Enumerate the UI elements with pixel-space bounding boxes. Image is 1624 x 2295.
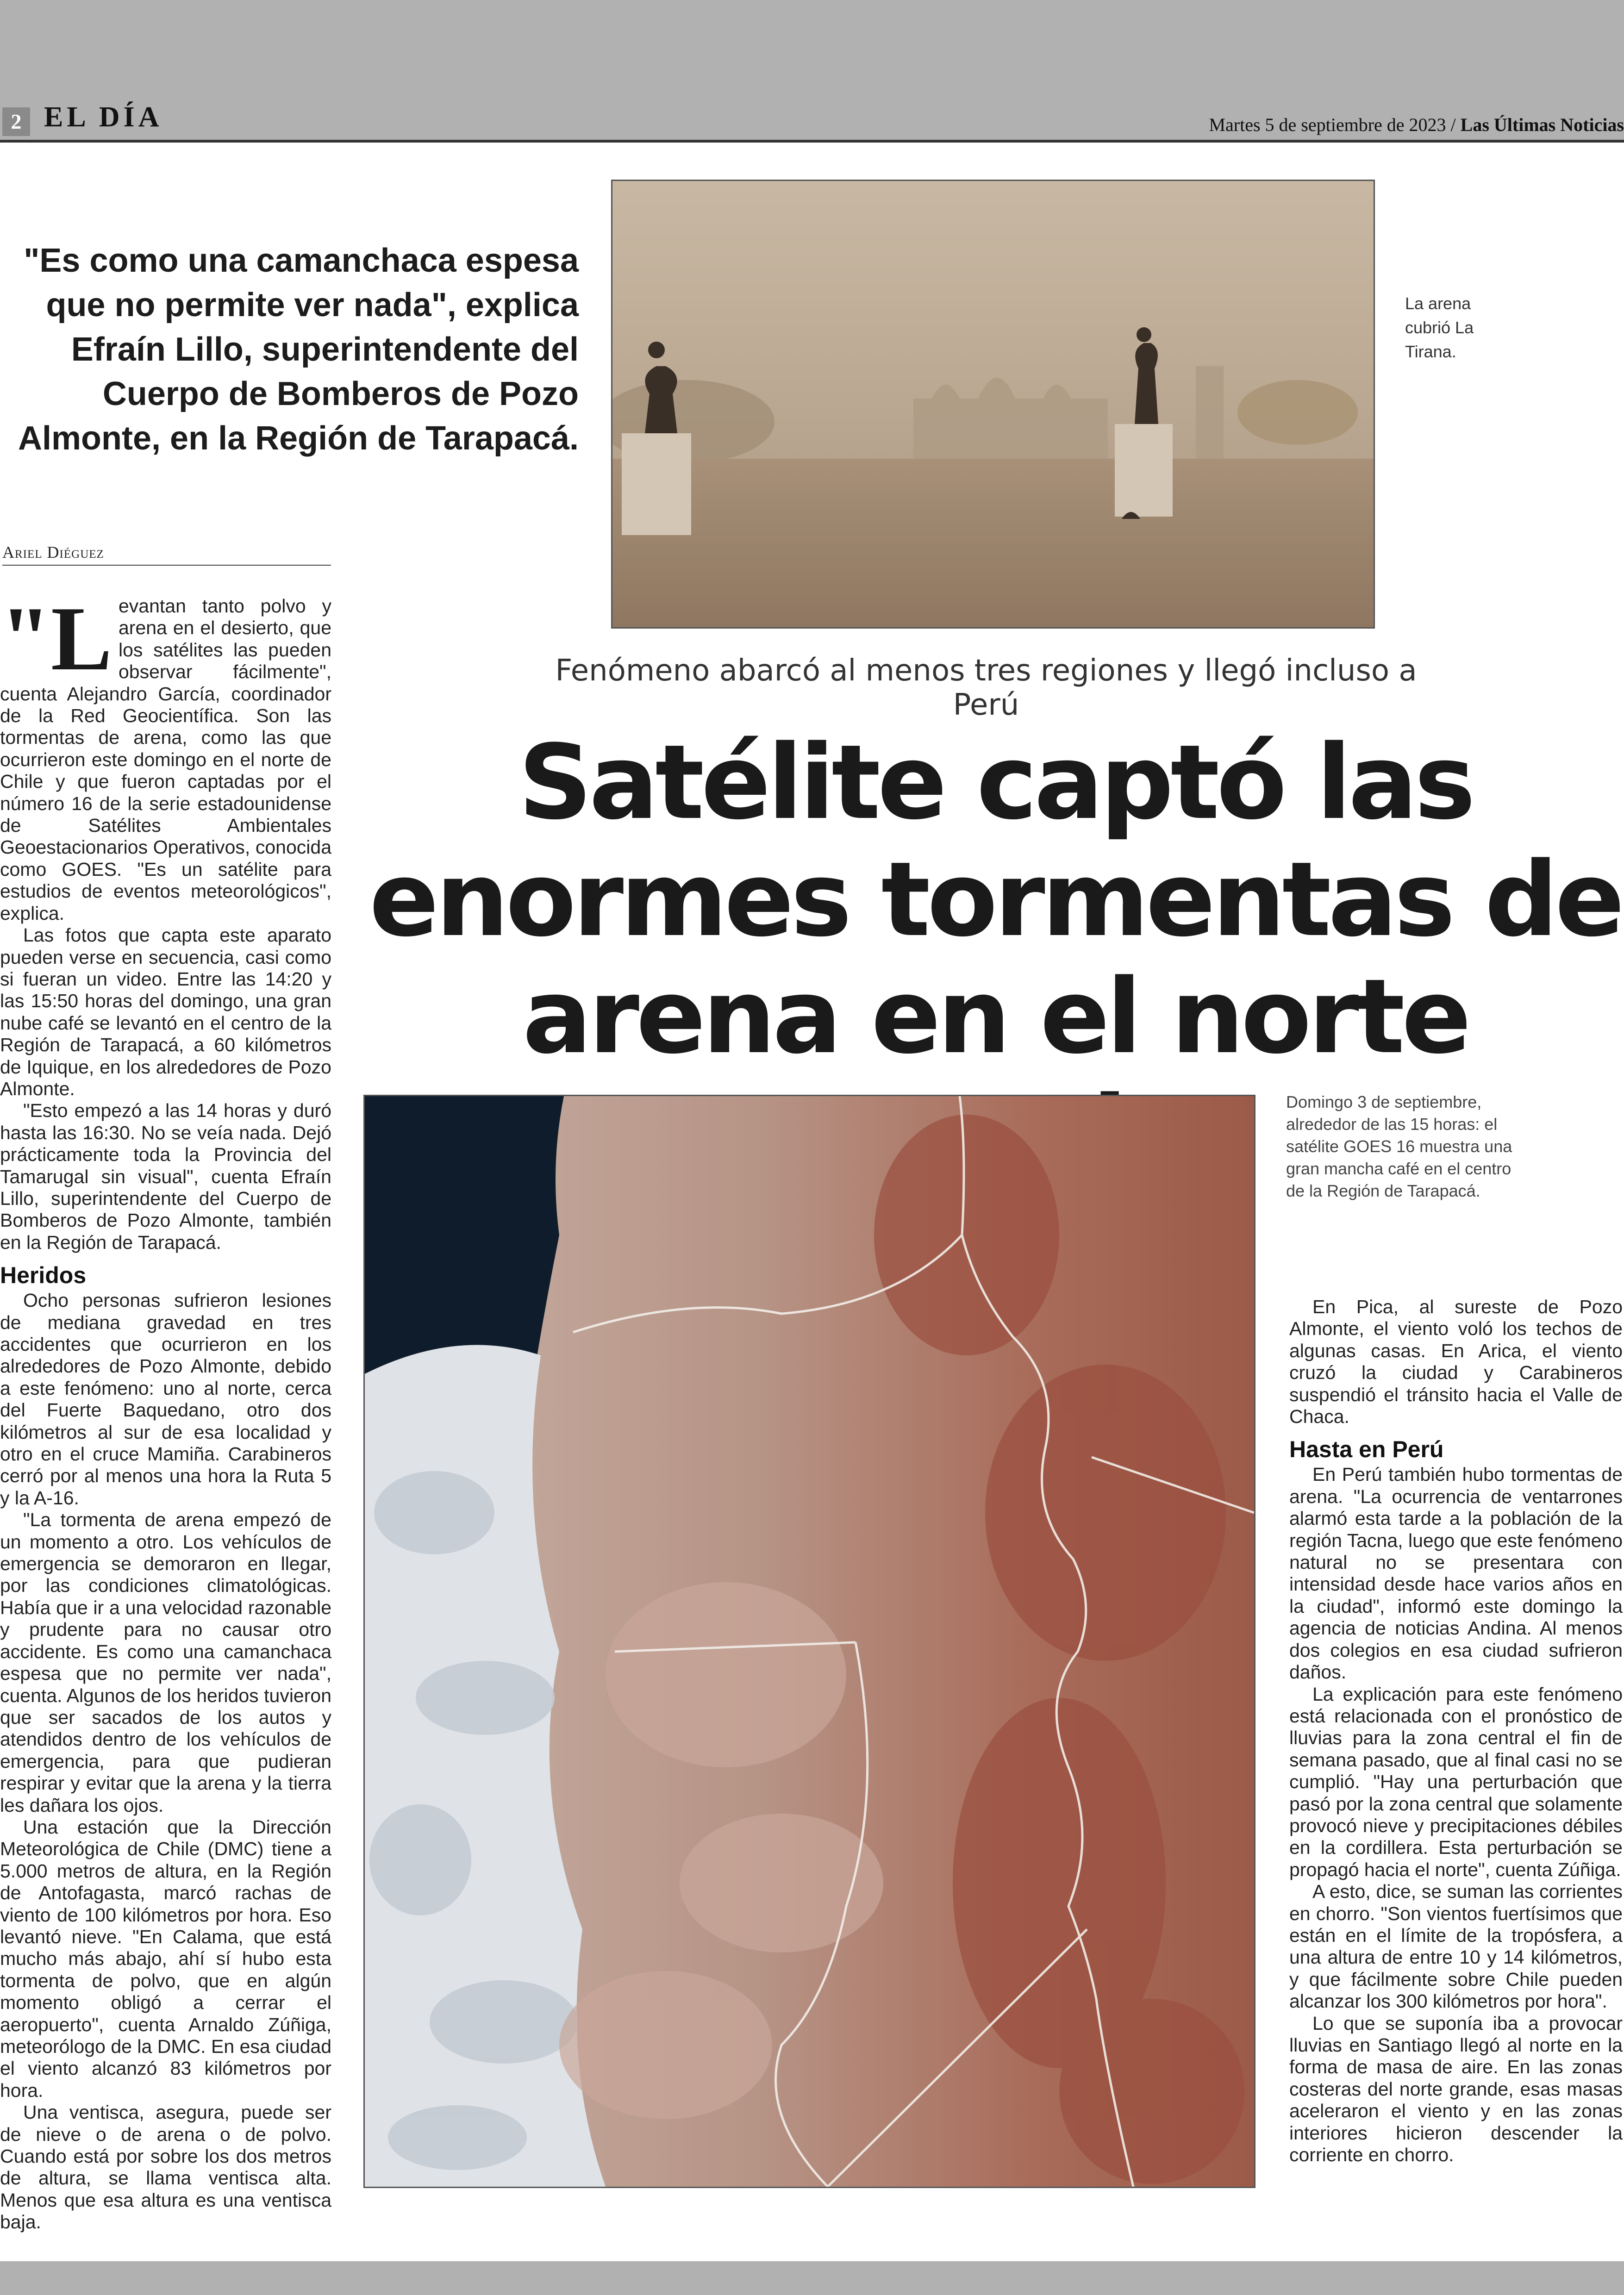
pull-quote: "Es como una camanchaca espesa que no permite ver nada", explica Efraín Lillo, superintendente del Cuerpo de Bomberos de Pozo Almonte, en la Región de Tarapacá. bbox=[18, 242, 579, 457]
article-paragraph: "Esto empezó a las 14 horas y duró hasta las 16:30. No se veía nada. Dejó prácticamente toda la Provincia del Tamarugal sin visual", cuenta Efraín Lillo, superintendente del Cuerpo de Bomberos de Pozo Almonte, también en la Región de Tarapacá. bbox=[0, 1100, 331, 1253]
page-number: 2 bbox=[2, 107, 30, 136]
satellite-map-image bbox=[365, 1096, 1254, 2187]
article-paragraph: En Pica, al sureste de Pozo Almonte, el viento voló los techos de algunas casas. En Arica, el viento cruzó la ciudad y Carabineros suspendió el tránsito hacia el Valle de Chaca. bbox=[1289, 1296, 1623, 1428]
article-paragraph: En Perú también hubo tormentas de arena. "La ocurrencia de ventarrones alarmó esta tarde a la población de la región Tacna, luego que este fenómeno natural no se presentara con intensidad desde hace varios años en la ciudad", informó este domingo la agencia de noticias Andina. Al menos dos colegios en esa ciudad sufrieron daños. bbox=[1289, 1464, 1623, 1683]
satellite-image bbox=[363, 1095, 1255, 2188]
dateline bbox=[1209, 114, 1624, 136]
photo2-caption: Domingo 3 de septiembre, alrededor de las 15 horas: el satélite GOES 16 muestra una gran mancha café en el centro de la Región de Tarapacá. bbox=[1286, 1092, 1512, 1200]
drop-cap: "L bbox=[0, 588, 112, 689]
deck-subtitle: Fenómeno abarcó al menos tres regiones y llegó incluso a Perú bbox=[555, 654, 1417, 722]
dateline-separator: / bbox=[1450, 114, 1456, 135]
headline: Satélite captó las enormes tormentas de arena en el norte bbox=[369, 723, 1622, 1077]
article-right-column bbox=[1289, 1296, 1623, 2166]
article-paragraph: Una ventisca, asegura, puede ser de nieve o de arena o de polvo. Cuando está por sobre los dos metros de altura, se llama ventisca alta. Menos que esa altura es una ventisca baja. bbox=[0, 2102, 331, 2233]
bottom-margin-band bbox=[0, 2261, 1624, 2295]
sandstorm-plaza-image bbox=[612, 181, 1374, 627]
subheading-heridos: Heridos bbox=[0, 1262, 87, 1289]
article-left-column bbox=[0, 588, 331, 2233]
article-paragraph: A esto, dice, se suman las corrientes en chorro. "Son vientos fuertísimos que están en el límite de la tropósfera, a una altura de entre 10 y 14 kilómetros, y que fácilmente sobre Chile pueden alcanzar los 300 kilómetros por hora". bbox=[1289, 1881, 1623, 2012]
photo1-caption: La arena cubrió La Tirana. bbox=[1405, 294, 1474, 361]
byline: Ariel Diéguez bbox=[2, 543, 331, 566]
section-title: EL DÍA bbox=[44, 101, 163, 133]
article-paragraph: Una estación que la Dirección Meteorológica de Chile (DMC) tiene a 5.000 metros de altura, en la Región de Antofagasta, marcó rachas de viento de 100 kilómetros por hora. Eso levantó nieve. "En Calama, que está mucho más abajo, ahí sí hubo esta tormenta de polvo, que en algún momento obligó a cerrar el aeropuerto", cuenta Arnaldo Zúñiga, meteorólogo de la DMC. En esa ciudad el viento alcanzó 83 kilómetros por hora. bbox=[0, 1816, 331, 2101]
article-paragraph: Ocho personas sufrieron lesiones de mediana gravedad en tres accidentes que ocurrieron en los alrededores de Pozo Almonte, debido a este fenómeno: uno al norte, cerca del Fuerte Baquedano, otro dos kilómetros al sur de esa localidad y otro en el cruce Mamiña. Carabineros cerró por al menos una hora la Ruta 5 y la A-16. bbox=[0, 1290, 331, 1509]
article-paragraph: evantan tanto polvo y arena en el desierto, que los satélites las pueden observar fácilmente", cuenta Alejandro García, coordinador de la Red Geocientífica. Son las tormentas de arena, como las que ocurrieron este domingo en el norte de Chile y que fueron captadas por el número 16 de la serie estadounidense de Satélites Ambientales Geoestacionarios Operativos, conocida como GOES. "Es un satélite para estudios de eventos meteorológicos", explica. bbox=[0, 595, 331, 924]
article-paragraph: Las fotos que capta este aparato pueden verse en secuencia, casi como si fueran un video. Entre las 14:20 y las 15:50 horas del domingo, una gran nube café se levantó en el centro de la Región de Tarapacá, a 60 kilómetros de Iquique, en los alrededores de Pozo Almonte. bbox=[0, 924, 331, 1099]
article-paragraph: Lo que se suponía iba a provocar lluvias en Santiago llegó al norte en la forma de masa de aire. En las zonas costeras del norte grande, esas masas aceleraron el viento y en las zonas interiores hicieron descender la corriente en chorro. bbox=[1289, 2012, 1623, 2166]
article-paragraph: La explicación para este fenómeno está relacionada con el pronóstico de lluvias para la zona central el fin de semana pasado, que al final casi no se cumplió. "Hay una perturbación que pasó por la zona central que solamente provocó nieve y precipitaciones débiles en la cordillera. Esta perturbación se propagó hacia el norte", cuenta Zúñiga. bbox=[1289, 1683, 1623, 1880]
article-paragraph: "La tormenta de arena empezó de un momento a otro. Los vehículos de emergencia se demoraron en llegar, por las condiciones climatológicas. Había que ir a una velocidad razonable y prudente para no causar otro accidente. Es como una camanchaca espesa que no permite ver nada", cuenta. Algunos de los heridos tuvieron que ser sacados de los autos y atendidos dentro de los vehículos de emergencia, para que pudieran respirar y evitar que la arena y la tierra les dañara los ojos. bbox=[0, 1509, 331, 1816]
subheading-hasta-en-peru: Hasta en Perú bbox=[1289, 1436, 1444, 1463]
publication-name: Las Últimas Noticias bbox=[1460, 114, 1624, 135]
issue-date: Martes 5 de septiembre de 2023 bbox=[1209, 114, 1446, 135]
masthead-rule bbox=[0, 140, 1624, 143]
photo-la-tirana bbox=[611, 180, 1375, 629]
